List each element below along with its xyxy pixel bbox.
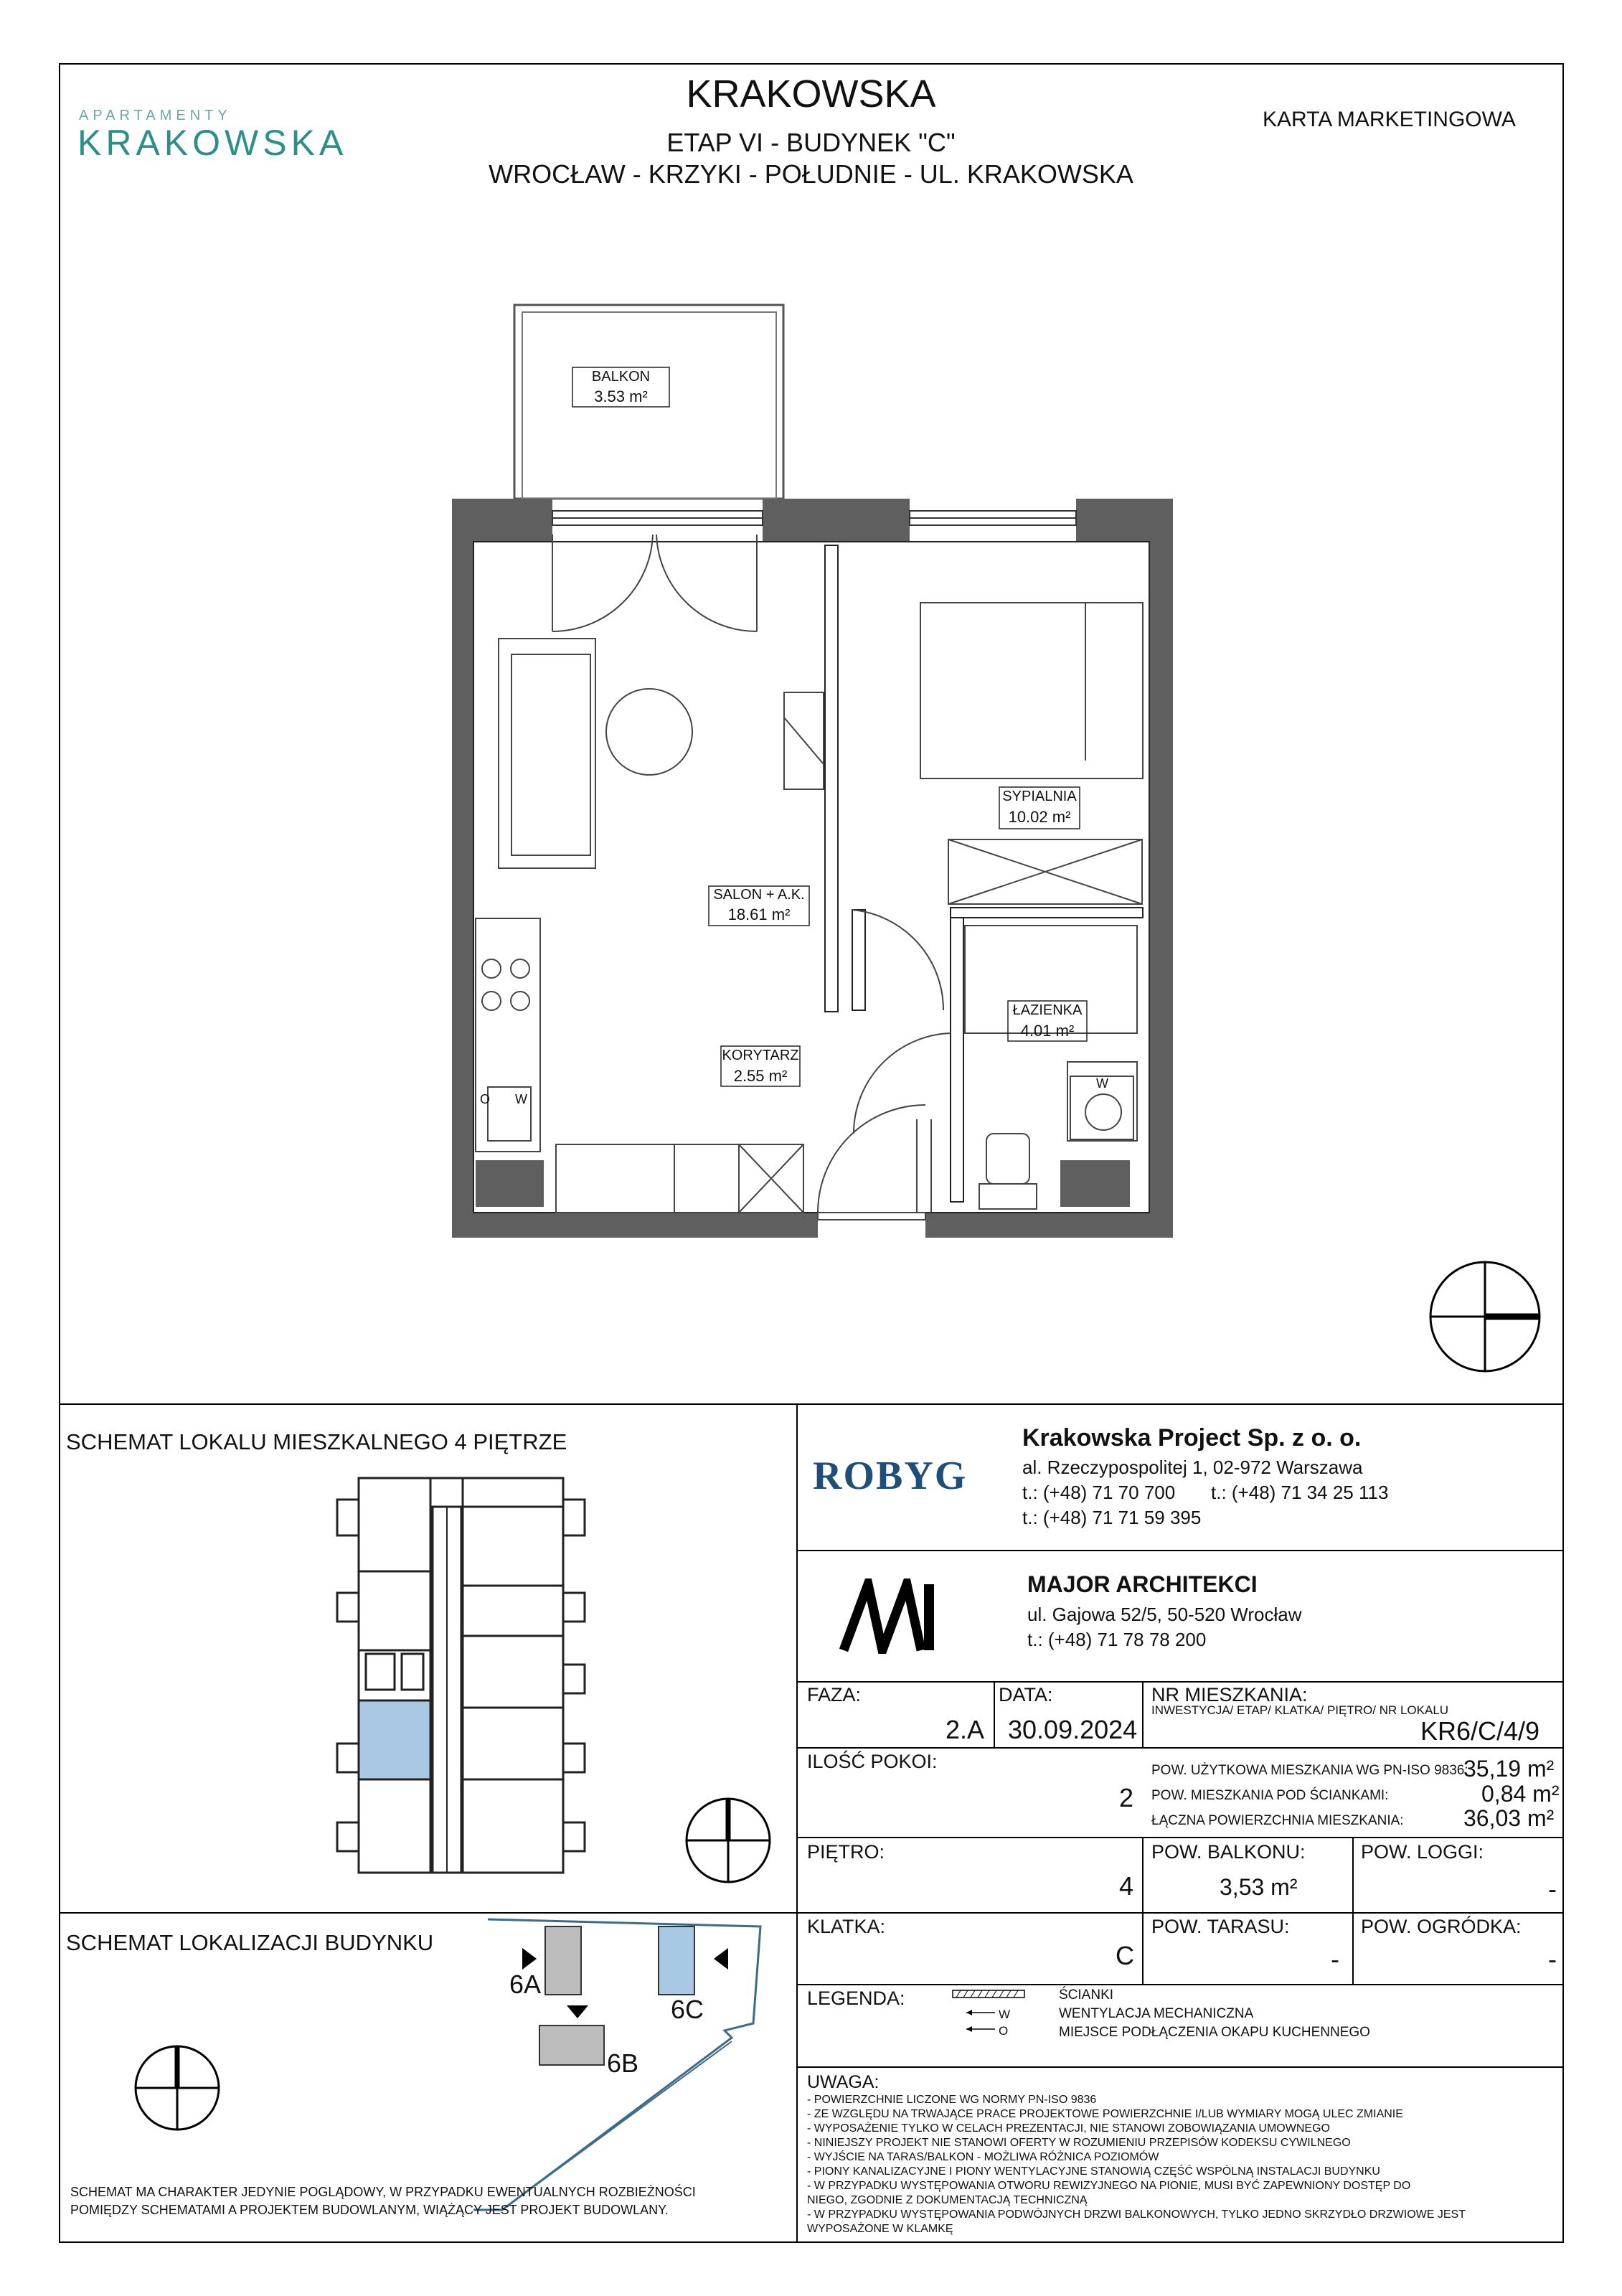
room-balcony-name: BALKON bbox=[591, 369, 651, 385]
uwaga-line: - WYJŚCIE NA TARAS/BALKON - MOŻLIWA RÓŻNICA POZIOMÓW bbox=[807, 2151, 1159, 2163]
faza-label: FAZA: bbox=[807, 1684, 862, 1705]
uwaga-line: WYPOSAŻONE W KLAMKĘ bbox=[807, 2223, 953, 2235]
kitchen-hood-marker: O bbox=[480, 1092, 491, 1106]
legend-o-marker: O bbox=[999, 2024, 1009, 2038]
building-6b-label: 6B bbox=[607, 2048, 639, 2078]
floor-schema-diagram bbox=[330, 1464, 603, 1880]
nr-label: NR MIESZKANIA: bbox=[1151, 1684, 1308, 1705]
column-divider bbox=[796, 1403, 798, 2243]
uwaga-line: - PIONY KANALIZACYJNE I PIONY WENTYLACYJNE STANOWIĄ CZĘŚĆ WSPÓLNĄ INSTALACJI BUDYNKU bbox=[807, 2165, 1380, 2178]
uwaga-line: - W PRZYPADKU WYSTĘPOWANIA PODWÓJNYCH DRZWI BALKONOWYCH, TYLKO JEDNO SKRZYDŁO DRZWIOWE JEST bbox=[807, 2208, 1466, 2221]
nr-sublabel: INWESTYCJA/ ETAP/ KLATKA/ PIĘTRO/ NR LOKALU bbox=[1151, 1703, 1449, 1717]
room-living-area: 18.61 m² bbox=[727, 905, 791, 923]
developer-name: Krakowska Project Sp. z o. o. bbox=[1022, 1424, 1362, 1452]
architect-divider bbox=[796, 1681, 1564, 1683]
row-divider-1 bbox=[796, 1747, 1564, 1749]
room-balcony-area: 3.53 m² bbox=[594, 387, 648, 405]
klatka-value: C bbox=[1116, 1941, 1134, 1970]
pow-laczna-label: ŁĄCZNA POWIERZCHNIA MIESZKANIA: bbox=[1151, 1813, 1404, 1828]
taras-label: POW. TARASU: bbox=[1151, 1916, 1290, 1937]
pow-uzytkowa-label: POW. UŻYTKOWA MIESZKANIA WG PN-ISO 9836: bbox=[1151, 1763, 1468, 1778]
disclaimer-line-1: SCHEMAT MA CHARAKTER JEDYNIE POGLĄDOWY, W PRZYPADKU EWENTUALNYCH ROZBIEŻNOŚCI bbox=[70, 2185, 696, 2199]
pietro-label: PIĘTRO: bbox=[807, 1841, 885, 1863]
schema-compass bbox=[682, 1794, 775, 1887]
robyg-logo: ROBYG bbox=[813, 1454, 968, 1498]
pow-laczna-value: 36,03 m² bbox=[1463, 1805, 1555, 1831]
room-bedroom-area: 10.02 m² bbox=[1008, 808, 1071, 826]
logo-main-text: KRAKOWSKA bbox=[77, 123, 348, 163]
developer-phone-3: t.: (+48) 71 71 59 395 bbox=[1022, 1507, 1202, 1528]
room-hallway-name: KORYTARZ bbox=[722, 1048, 799, 1063]
architect-address: ul. Gajowa 52/5, 50-520 Wrocław bbox=[1027, 1604, 1302, 1625]
legend-item-walls: ŚCIANKI bbox=[1059, 1987, 1114, 2003]
doc-type: KARTA MARKETINGOWA bbox=[1263, 108, 1516, 131]
bath-vent-marker: W bbox=[1096, 1076, 1108, 1091]
data-label: DATA: bbox=[999, 1684, 1053, 1705]
room-bedroom-name: SYPIALNIA bbox=[1002, 789, 1077, 804]
col-divider-c bbox=[1142, 1837, 1144, 1984]
pow-uzytkowa-value: 35,19 m² bbox=[1463, 1756, 1555, 1782]
schema-divider bbox=[59, 1912, 796, 1914]
building-6c-label: 6C bbox=[671, 1995, 704, 2024]
building-6a-label: 6A bbox=[509, 1970, 542, 1999]
building-schema-title: SCHEMAT LOKALIZACJI BUDYNKU bbox=[66, 1930, 434, 1955]
pietro-value: 4 bbox=[1119, 1871, 1134, 1901]
developer-phone-1: t.: (+48) 71 70 700 bbox=[1022, 1482, 1176, 1503]
uwaga-line: NIEGO, ZGODNIE Z DOKUMENTACJĄ TECHNICZNĄ bbox=[807, 2194, 1088, 2206]
col-divider-a bbox=[994, 1681, 995, 1747]
developer-address: al. Rzeczypospolitej 1, 02-972 Warszawa bbox=[1022, 1457, 1363, 1478]
legend-title: LEGENDA: bbox=[807, 1987, 905, 2009]
col-divider-d bbox=[1352, 1837, 1354, 1984]
taras-value: - bbox=[1331, 1944, 1339, 1974]
page-subtitle-location: WROCŁAW - KRZYKI - POŁUDNIE - UL. KRAKOWSKA bbox=[489, 159, 1133, 189]
location-compass bbox=[131, 2041, 224, 2135]
pow-scianki-label: POW. MIESZKANIA POD ŚCIANKAMI: bbox=[1151, 1788, 1389, 1803]
developer-divider bbox=[796, 1550, 1564, 1551]
nr-value: KR6/C/4/9 bbox=[1420, 1716, 1540, 1746]
balkon-value: 3,53 m² bbox=[1220, 1874, 1298, 1900]
data-value: 30.09.2024 bbox=[1008, 1715, 1138, 1744]
uwaga-line: - POWIERZCHNIE LICZONE WG NORMY PN-ISO 9836 bbox=[807, 2094, 1097, 2106]
architect-name: MAJOR ARCHITEKCI bbox=[1027, 1571, 1258, 1597]
floor-schema-title: SCHEMAT LOKALU MIESZKALNEGO 4 PIĘTRZE bbox=[66, 1429, 567, 1454]
loggia-value: - bbox=[1548, 1874, 1557, 1904]
room-bathroom-area: 4.01 m² bbox=[1020, 1022, 1075, 1040]
col-divider-b bbox=[1142, 1681, 1144, 1747]
uwaga-list bbox=[807, 2093, 1466, 2236]
legend-symbols bbox=[951, 1986, 1044, 2036]
legend-item-hood: MIEJSCE PODŁĄCZENIA OKAPU KUCHENNEGO bbox=[1059, 2025, 1370, 2040]
balkon-label: POW. BALKONU: bbox=[1151, 1841, 1306, 1863]
page-title: KRAKOWSKA bbox=[686, 72, 936, 116]
kitchen-vent-marker: W bbox=[515, 1092, 527, 1106]
row-divider-5 bbox=[796, 2066, 1564, 2068]
row-divider-3 bbox=[796, 1912, 1564, 1914]
ogrodek-label: POW. OGRÓDKA: bbox=[1361, 1916, 1522, 1937]
uwaga-line: - W PRZYPADKU WYSTĘPOWANIA OTWORU REWIZYJNEGO NA PIONIE, MUSI BYĆ ZAPEWNIONY DOSTĘP DO bbox=[807, 2180, 1411, 2192]
pokoi-value: 2 bbox=[1119, 1783, 1134, 1812]
uwaga-line: - WYPOSAŻENIE TYLKO W CELACH PREZENTACJI, NIE STANOWI ZOBOWIĄZANIA UMOWNEGO bbox=[807, 2122, 1330, 2135]
row-divider-4 bbox=[796, 1984, 1564, 1985]
loggia-label: POW. LOGGI: bbox=[1361, 1841, 1484, 1863]
major-architekci-logo bbox=[838, 1578, 953, 1654]
logo-top-text: APARTAMENTY bbox=[79, 108, 232, 123]
uwaga-line: - ZE WZGLĘDU NA TRWAJĄCE PRACE PROJEKTOWE POWIERZCHNIE I/LUB WYMIARY MOGĄ ULEC ZMIANIE bbox=[807, 2108, 1403, 2120]
room-hallway-area: 2.55 m² bbox=[733, 1067, 788, 1085]
uwaga-line: - NINIEJSZY PROJEKT NIE STANOWI OFERTY W ROZUMIENIU PRZEPISÓW KODEKSU CYWILNEGO bbox=[807, 2137, 1351, 2149]
legend-w-marker: W bbox=[999, 2008, 1011, 2021]
page-subtitle-stage: ETAP VI - BUDYNEK "C" bbox=[666, 128, 956, 157]
room-bathroom-name: ŁAZIENKA bbox=[1012, 1002, 1083, 1018]
legend-item-ventilation: WENTYLACJA MECHANICZNA bbox=[1059, 2006, 1254, 2021]
developer-phone-2: t.: (+48) 71 34 25 113 bbox=[1211, 1482, 1389, 1503]
disclaimer-line-2: POMIĘDZY SCHEMATAMI A PROJEKTEM BUDOWLANYM, WIĄŻĄCY JEST PROJEKT BUDOWLANY. bbox=[70, 2203, 669, 2217]
architect-phone: t.: (+48) 71 78 78 200 bbox=[1027, 1629, 1207, 1650]
section-divider bbox=[59, 1403, 1564, 1405]
uwaga-title: UWAGA: bbox=[807, 2072, 880, 2092]
ogrodek-value: - bbox=[1548, 1944, 1557, 1974]
klatka-label: KLATKA: bbox=[807, 1916, 886, 1937]
pokoi-label: ILOŚĆ POKOI: bbox=[807, 1751, 938, 1772]
room-living-name: SALON + A.K. bbox=[713, 887, 805, 903]
faza-value: 2.A bbox=[946, 1715, 985, 1744]
row-divider-2 bbox=[796, 1837, 1564, 1838]
pow-scianki-value: 0,84 m² bbox=[1481, 1781, 1560, 1807]
